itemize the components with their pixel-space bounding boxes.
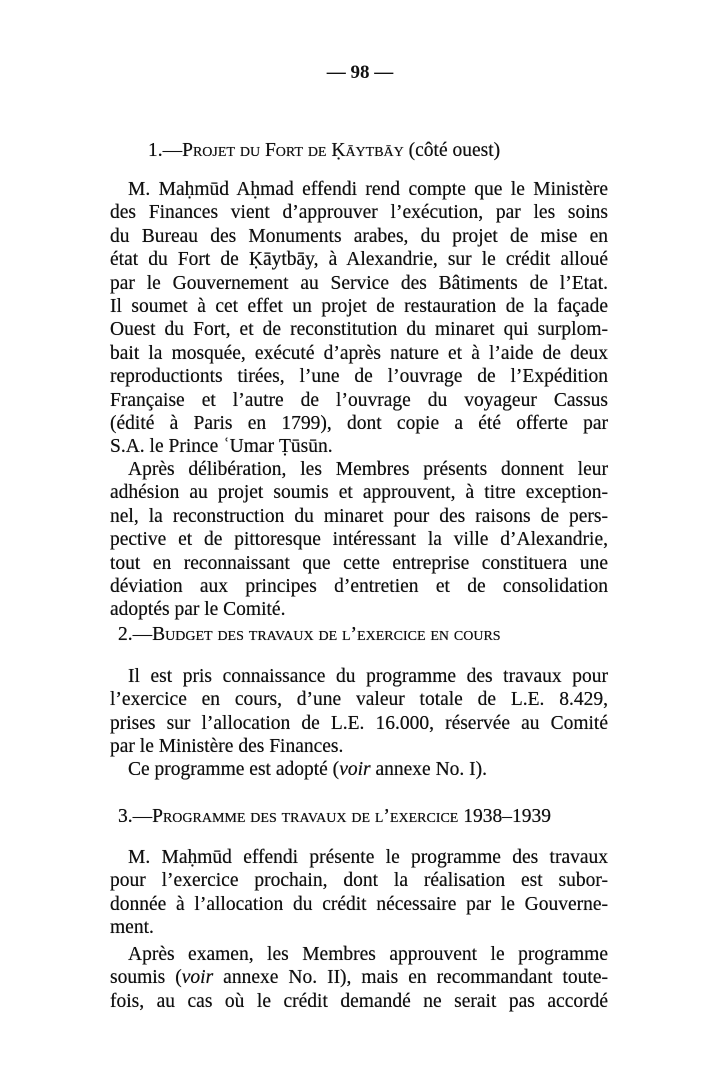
text-segment: Ce programme est adopté ( — [128, 759, 340, 780]
text-line: Il soumet à cet effet un projet de restauration de la façade — [110, 295, 608, 317]
heading-text: (côté ouest) — [403, 140, 501, 161]
text-line: Française et l’autre de l’ouvrage du voyageur Cassus — [110, 389, 608, 411]
paragraph — [110, 943, 608, 1013]
text-line: pective et de pittoresque intéressant la ville d’Alexandrie, — [110, 529, 608, 551]
text-line: Il est pris connaissance du programme des travaux pour — [128, 666, 608, 687]
text-line: adhésion au projet soumis et approuvent, à titre exception- — [110, 482, 608, 504]
text-line: bait la mosquée, exécuté d’après nature et à l’aide de deux — [110, 342, 608, 364]
text-line: fois, au cas où le crédit demandé ne serait pas accordé — [110, 990, 608, 1012]
paragraph — [110, 758, 608, 781]
heading-text: Projet du Fort de Ḳāytbāy — [182, 140, 404, 161]
section-heading — [118, 624, 616, 646]
text-line: état du Fort de Ḳāytbāy, à Alexandrie, sur le crédit alloué — [110, 249, 608, 271]
page-number: — 98 — — [326, 62, 394, 83]
text-line — [110, 758, 608, 781]
text-line: Ouest du Fort, et de reconstitution du minaret qui surplom- — [110, 319, 608, 341]
text-segment: annexe No. II), mais en recommandant toute- — [213, 967, 608, 989]
italic-text: voir — [181, 967, 214, 989]
paragraph — [110, 846, 608, 940]
section-heading — [118, 806, 616, 828]
text-line: M. Maḥmūd effendi présente le programme des travaux — [128, 847, 608, 868]
paragraph — [110, 178, 608, 459]
text-line: Après délibération, les Membres présents donnent leur — [128, 459, 608, 480]
text-line: déviation aux principes d’entretien et de consolidation — [110, 575, 608, 597]
heading-text: Budget des travaux de l’exercice en cours — [152, 624, 501, 645]
text-line: du Bureau des Monuments arabes, du projet de mise en — [110, 225, 608, 247]
text-line: par le Ministère des Finances. — [110, 736, 344, 758]
heading-text: 1938–1939 — [458, 806, 551, 827]
text-line: ment. — [110, 917, 154, 939]
heading-text: 2.— — [118, 624, 153, 645]
text-line: reproductionts tirées, l’une de l’ouvrage de l’Expédition — [110, 366, 608, 388]
heading-text: 3.— — [118, 806, 153, 827]
text-line — [110, 966, 608, 989]
text-line: M. Maḥmūd Aḥmad effendi rend compte que le Ministère — [128, 179, 608, 200]
section-heading — [148, 140, 646, 162]
text-segment: soumis ( — [110, 967, 182, 989]
text-line: Après examen, les Membres approuvent le programme — [128, 944, 608, 965]
paragraph — [110, 458, 608, 622]
text-line: (édité à Paris en 1799), dont copie a été offerte par — [110, 412, 608, 434]
italic-text: voir — [339, 759, 371, 780]
text-line: nel, la reconstruction du minaret pour des raisons de pers- — [110, 505, 608, 527]
text-line: tout en reconnaissant que cette entreprise constituera une — [110, 552, 608, 574]
text-line: donnée à l’allocation du crédit nécessaire par le Gouverne- — [110, 893, 608, 915]
heading-text: 1.— — [148, 140, 183, 161]
text-line: prises sur l’allocation de L.E. 16.000, réservée au Comité — [110, 712, 608, 734]
text-line: adoptés par le Comité. — [110, 599, 286, 621]
paragraph — [110, 665, 608, 759]
heading-text: Programme des travaux de l’exercice — [152, 806, 459, 827]
text-line: pour l’exercice prochain, dont la réalisation est subor- — [110, 870, 608, 892]
text-line: par le Gouvernement au Service des Bâtiments de l’Etat. — [110, 272, 608, 294]
text-line: l’exercice en cours, d’une valeur totale de L.E. 8.429, — [110, 689, 608, 711]
text-line: des Finances vient d’approuver l’exécution, par les soins — [110, 202, 608, 224]
text-line: S.A. le Prince ʿUmar Ṭūsūn. — [110, 436, 333, 458]
text-segment: annexe No. I). — [370, 759, 488, 780]
